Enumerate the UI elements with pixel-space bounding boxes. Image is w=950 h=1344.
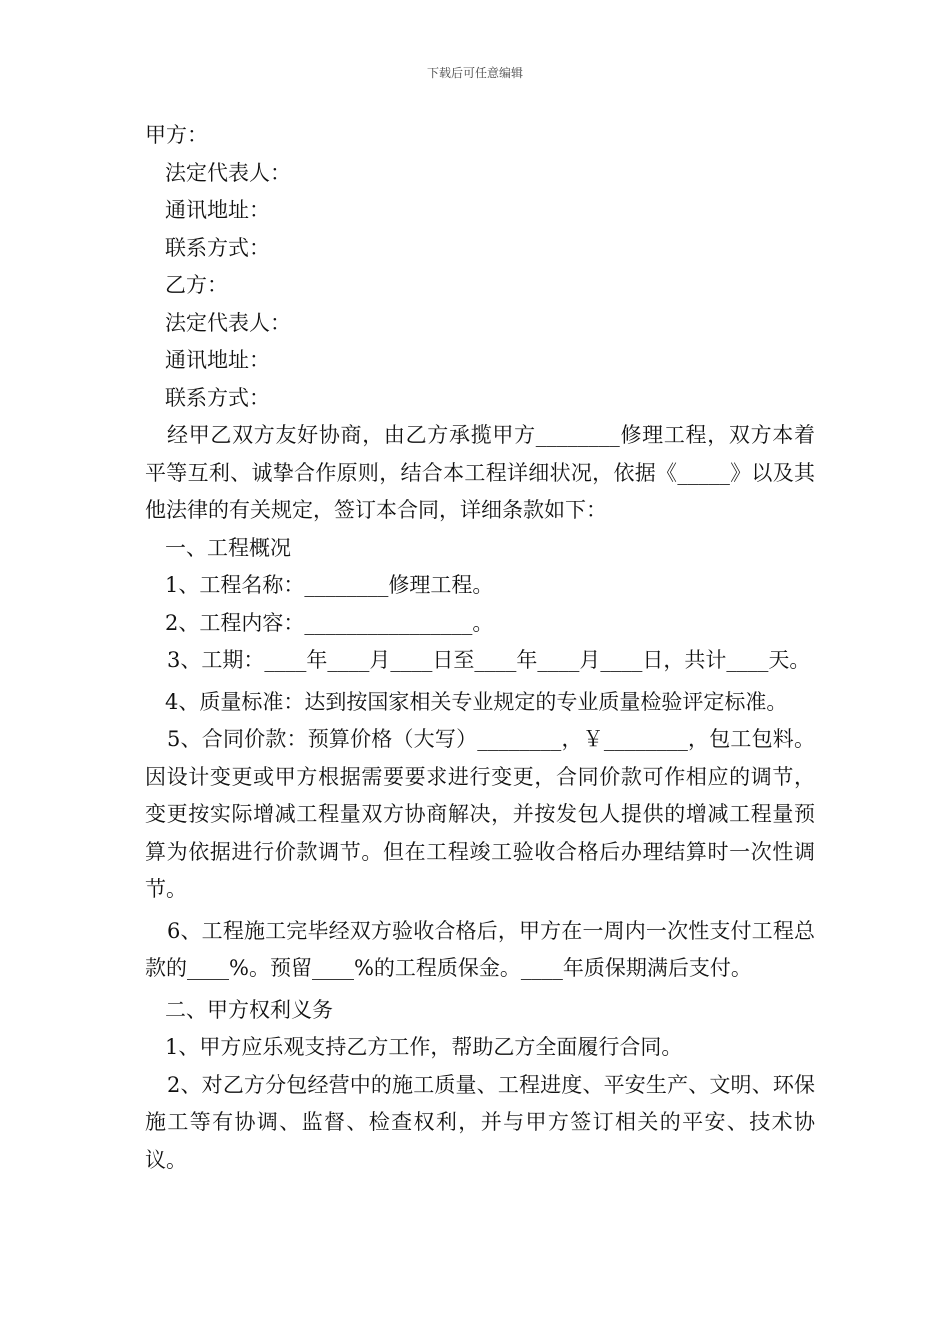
party-a-address: 通讯地址： [165,198,270,222]
section-2-item-2: 2、对乙方分包经营中的施工质量、工程进度、平安生产、文明、环保施工等有协调、监督、检查权利，并与甲方签订相关的平安、技术协议。 [145,1072,815,1172]
party-b-label: 乙方： [165,273,228,297]
section-1-heading: 一、工程概况 [165,535,291,560]
section-1-item-4: 4、质量标准：达到按国家相关专业规定的专业质量检验评定标准。 [165,689,788,714]
section-1-item-5: 5、合同价款：预算价格（大写）________，￥________，包工包料。因设计变更或甲方根据需要要求进行变更，合同价款可作相应的调节，变更按实际增减工程量双方协商解决，并按发包人提供的增减工程量预算为依据进行价款调节。但在工程竣工验收合格后办理结算时一次性调节。 [145,727,815,901]
section-2-heading: 二、甲方权利义务 [165,997,333,1022]
party-a-representative: 法定代表人： [165,160,291,185]
section-1-item-2: 2、工程内容：________________。 [165,610,494,635]
intro-paragraph: 经甲乙双方友好协商，由乙方承揽甲方________修理工程，双方本着平等互利、诚挚合作原则，结合本工程详细状况，依据《_____》以及其他法律的有关规定，签订本合同，详细条款如下： [145,423,815,522]
contract-document [145,117,815,1179]
party-a-contact: 联系方式： [165,235,270,260]
party-b-address: 通讯地址： [165,348,270,372]
page-header-note: 下载后可任意编辑 [426,66,523,80]
party-a-label: 甲方： [145,123,208,147]
party-b-representative: 法定代表人： [165,310,291,335]
party-b-contact: 联系方式： [165,385,270,410]
section-1-item-1: 1、工程名称：________修理工程。 [165,573,494,597]
section-2-item-1: 1、甲方应乐观支持乙方工作，帮助乙方全面履行合同。 [165,1035,683,1059]
section-1-item-3: 3、工期：____年____月____日至____年____月____日，共计____天。 [167,648,811,672]
section-1-item-6: 6、工程施工完毕经双方验收合格后，甲方在一周内一次性支付工程总款的____%。预留____%的工程质保金。____年质保期满后支付。 [145,918,815,980]
